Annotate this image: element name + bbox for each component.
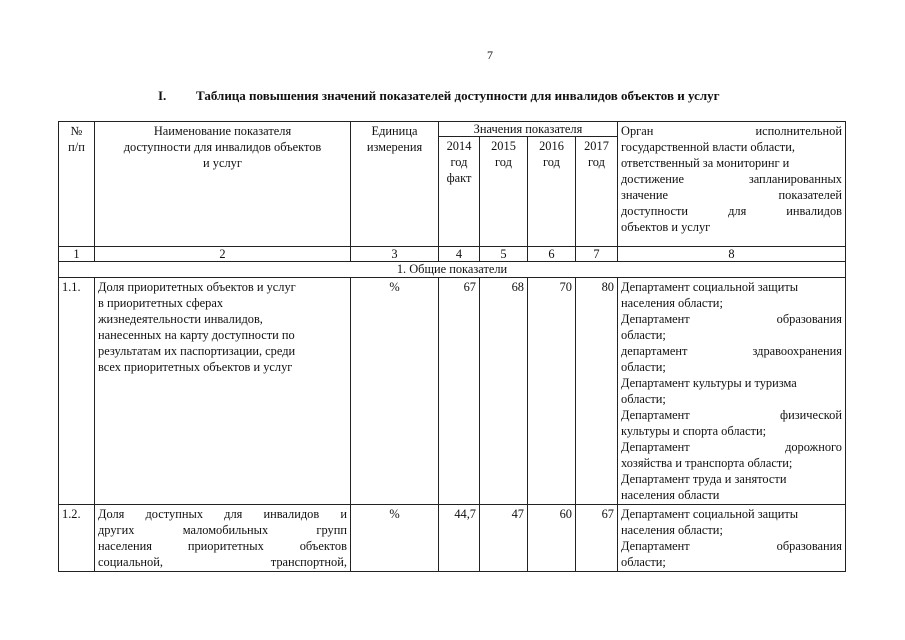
title-number: I. xyxy=(158,88,167,103)
column-number: 8 xyxy=(618,247,846,262)
header-year-2017: 2017 год xyxy=(576,137,618,247)
row-organ: Департамент социальной защиты населения области; Департамент образования области; xyxy=(618,505,846,572)
header-year-2014: 2014 год факт xyxy=(439,137,480,247)
column-number: 7 xyxy=(576,247,618,262)
header-year-2015: 2015 год xyxy=(480,137,528,247)
table-row xyxy=(59,278,846,505)
header-num: № п/п xyxy=(59,122,95,247)
row-value-2014: 44,7 xyxy=(439,505,480,572)
row-indicator-name: Доля приоритетных объектов и услуг в приоритетных сферах жизнедеятельности инвалидов, нанесенных на карту доступности по результатам их паспортизации, среди всех приоритетных объектов и услуг xyxy=(95,278,351,505)
section-row xyxy=(59,262,846,278)
column-number: 6 xyxy=(528,247,576,262)
section-title: 1. Общие показатели xyxy=(59,262,846,278)
page-number: 7 xyxy=(487,48,493,62)
row-value-2015: 68 xyxy=(480,278,528,505)
row-unit: % xyxy=(351,278,439,505)
row-indicator-name: Доля доступных для инвалидов и других маломобильных групп населения приоритетных объектов социальной, транспортной, xyxy=(95,505,351,572)
table-title xyxy=(158,88,720,104)
header-name: Наименование показателя доступности для инвалидов объектов и услуг xyxy=(95,122,351,247)
row-unit: % xyxy=(351,505,439,572)
header-row xyxy=(59,122,846,137)
table-row xyxy=(59,505,846,572)
column-number: 4 xyxy=(439,247,480,262)
header-unit: Единица измерения xyxy=(351,122,439,247)
row-value-2016: 70 xyxy=(528,278,576,505)
header-values-group: Значения показателя xyxy=(439,122,618,137)
column-number: 3 xyxy=(351,247,439,262)
column-numbers-row xyxy=(59,247,846,262)
row-number: 1.1. xyxy=(59,278,95,505)
column-number: 2 xyxy=(95,247,351,262)
column-number: 5 xyxy=(480,247,528,262)
row-value-2016: 60 xyxy=(528,505,576,572)
indicators-table xyxy=(58,121,846,572)
row-value-2017: 80 xyxy=(576,278,618,505)
header-organ: Орган исполнительной государственной власти области, ответственный за мониторинг и достижение запланированных значение показателей доступности для инвалидов объектов и услуг xyxy=(618,122,846,247)
row-organ: Департамент социальной защиты населения области; Департамент образования области; департамент здравоохранения области; Департамент культуры и туризма области; Департамент физической культуры и спорта области; Департамент дорожного хозяйства и транспорта области; Департамент труда и занятости населения области xyxy=(618,278,846,505)
header-year-2016: 2016 год xyxy=(528,137,576,247)
column-number: 1 xyxy=(59,247,95,262)
row-value-2017: 67 xyxy=(576,505,618,572)
row-value-2014: 67 xyxy=(439,278,480,505)
row-value-2015: 47 xyxy=(480,505,528,572)
row-number: 1.2. xyxy=(59,505,95,572)
title-text: Таблица повышения значений показателей доступности для инвалидов объектов и услуг xyxy=(196,88,720,103)
